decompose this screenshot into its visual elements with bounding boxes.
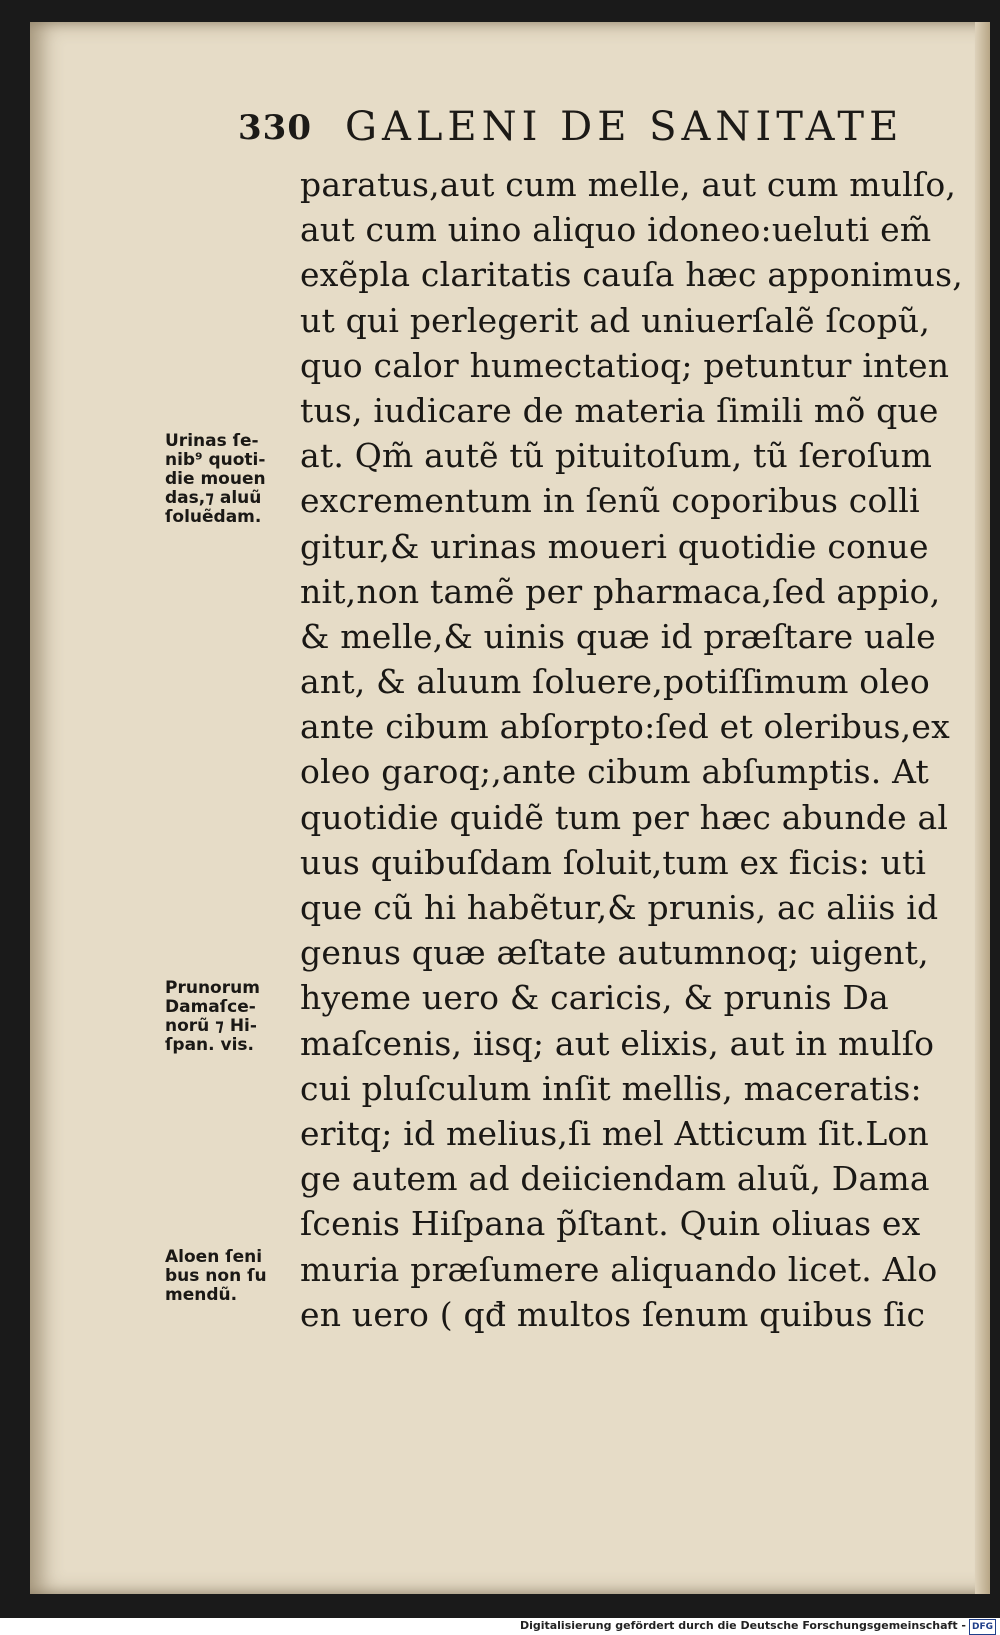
text-line: eritq; id melius,ſi mel Atticum ſit.Lon	[300, 1113, 929, 1153]
text-line: oleo garoq;,ante cibum abſumptis. At	[300, 752, 930, 792]
page-number: 330	[238, 108, 312, 148]
text-line: & melle,& uinis quæ id præſtare uale	[300, 616, 936, 656]
dfg-logo: DFG	[969, 1619, 996, 1635]
text-line: aut cum uino aliquo idoneo:ueluti em̃	[300, 210, 932, 250]
text-line: muria præſumere aliquando licet. Alo	[300, 1249, 938, 1289]
text-line: uus quibuſdam ſoluit,tum ex ficis: uti	[300, 842, 927, 882]
marginal-note-line: bus non ſu	[165, 1266, 267, 1286]
text-line: at. Qm̃ autẽ tũ pituitoſum, tũ ſeroſum	[300, 436, 933, 476]
marginal-note-line: norũ ⁊ Hi-	[165, 1016, 257, 1036]
main-text-block	[300, 162, 963, 1337]
text-line: excrementum in ſenũ coporibus colli	[300, 481, 920, 521]
marginal-note-line: Urinas ſe-	[165, 431, 259, 451]
page-fore-edge	[975, 22, 990, 1594]
marginal-note-urine	[165, 432, 266, 527]
text-line: hyeme uero & caricis, & prunis Da	[300, 978, 889, 1018]
text-line: paratus,aut cum melle, aut cum mulſo,	[300, 165, 957, 204]
text-line: ut qui perlegerit ad uniuerſalẽ ſcopũ,	[300, 300, 931, 340]
text-line: ſcenis Hiſpana p̃ſtant. Quin oliuas ex	[300, 1204, 921, 1244]
text-line: genus quæ æſtate autumnoq; uigent,	[300, 933, 929, 973]
text-line: quotidie quidẽ tum per hæc abunde al	[300, 797, 949, 837]
marginal-note-line: ſoluẽdam.	[165, 507, 262, 527]
text-line: en uero ( qđ multos ſenum quibus ſic	[300, 1294, 926, 1334]
text-line: ge autem ad deiiciendam aluũ, Dama	[300, 1159, 930, 1199]
text-line: maſcenis, iisq; aut elixis, aut in mulſo	[300, 1023, 935, 1063]
text-line: exẽpla claritatis cauſa hæc apponimus,	[300, 255, 963, 295]
text-line: nit,non tamẽ per pharmaca,ſed appio,	[300, 571, 941, 611]
text-line: que cũ hi habẽtur,& prunis, ac aliis id	[300, 888, 939, 927]
marginal-note-line: die mouen	[165, 469, 266, 489]
running-head: GALENI DE SANITATE	[345, 104, 904, 150]
text-line: gitur,& urinas moueri quotidie conue	[300, 526, 929, 566]
text-line: ant, & aluum ſoluere,potiſſimum oleo	[300, 662, 930, 702]
marginal-note-aloe	[165, 1248, 267, 1305]
marginal-note-line: mendũ.	[165, 1285, 238, 1305]
marginal-note-prunes	[165, 979, 260, 1055]
marginal-note-line: Prunorum	[165, 978, 260, 998]
text-line: quo calor humectatioq; petuntur inten	[300, 345, 950, 385]
funding-credit: Digitalisierung gefördert durch die Deutsche Forschungsgemeinschaft -	[519, 1619, 966, 1632]
text-line: ante cibum abſorpto:ſed et oleribus,ex	[300, 707, 950, 747]
marginal-note-line: Damaſce-	[165, 997, 256, 1017]
text-line: cui pluſculum inſit mellis, maceratis:	[300, 1068, 922, 1108]
marginal-note-line: nib⁹ quoti-	[165, 450, 266, 470]
marginal-note-line: ſpan. vis.	[165, 1035, 255, 1055]
text-line: tus, iudicare de materia ſimili mõ que	[300, 390, 939, 430]
marginal-note-line: das,⁊ aluũ	[165, 488, 262, 508]
marginal-note-line: Aloen ſeni	[165, 1247, 263, 1267]
